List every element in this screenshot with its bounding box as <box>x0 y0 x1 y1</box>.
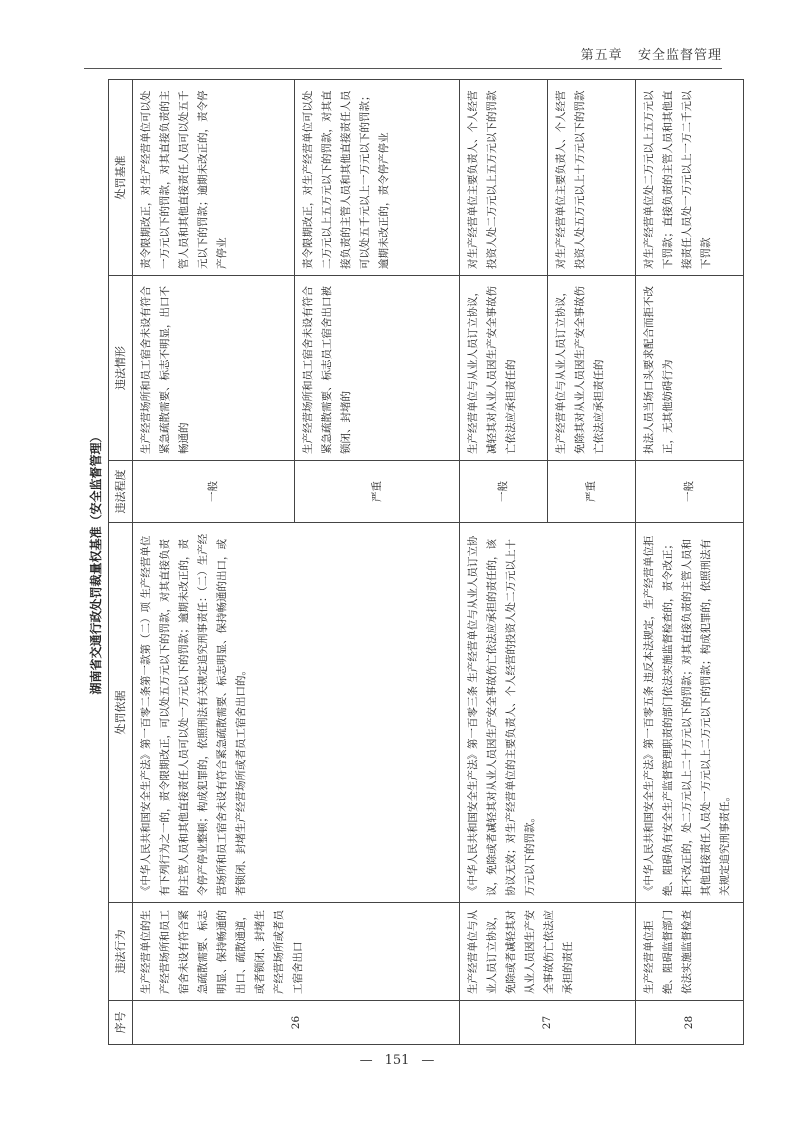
landscape-table <box>84 80 731 1045</box>
running-header <box>581 44 722 63</box>
penalty-benchmark: 对生产经营单位主要负责人、个人经营投资人处五万元以上十万元以下的罚款 <box>548 80 636 276</box>
column-header-situation: 违法情形 <box>109 276 133 461</box>
violation-degree: 一般 <box>460 461 548 523</box>
column-header-basis: 处罚依据 <box>109 523 133 903</box>
violation-act: 生产经营单位的生产经营场所和员工宿舍未设有符合紧急疏散需要、标志明显、保持畅通的出口、疏散通道，或者锁闭、封堵生产经营场所或者员工宿舍出口 <box>133 903 460 1001</box>
row-number: 26 <box>133 1001 460 1045</box>
violation-situation: 生产经营单位与从业人员订立协议，减轻其对从业人员因生产安全事故伤亡依法应承担责任的 <box>460 276 548 461</box>
row-number: 27 <box>460 1001 636 1045</box>
chapter-number: 第五章 <box>580 48 623 63</box>
page-number <box>0 1053 794 1068</box>
table-row <box>460 80 548 1045</box>
table-header-row <box>109 80 133 1045</box>
page-number-value: 151 <box>384 1053 410 1068</box>
penalty-basis: 《中华人民共和国安全生产法》第一百零五条 违反本法规定，生产经营单位拒绝、阻碍负有安全生产监督管理职责的部门依法实施监督检查的，责令改正；拒不改正的，处二万元以上二十万元以下的罚款；对其直接负责的主管人员和其他直接责任人员处一万元以上二万元以下的罚款；构成犯罪的，依照刑法有关规定追究刑事责任。 <box>636 523 744 903</box>
penalty-basis: 《中华人民共和国安全生产法》第一百零二条第一款第（二）项 生产经营单位有下列行为之一的，责令限期改正，可以处五万元以下的罚款，对其直接负责的主管人员和其他直接责任人员可以处一万元以下的罚款；逾期未改正的，责令停产停业整顿；构成犯罪的，依照刑法有关规定追究刑事责任：（二）生产经营场所和员工宿舍未设有符合紧急疏散需要、标志明显、保持畅通的出口，或者锁闭、封堵生产经营场所或者员工宿舍出口的。 <box>133 523 460 903</box>
penalty-benchmark: 责令限期改正，对生产经营单位可以处一万元以下的罚款，对其直接负责的主管人员和其他直接责任人员可以处五千元以下的罚款；逾期未改正的，责令停产停业 <box>133 80 295 276</box>
column-header-benchmark: 处罚基准 <box>109 80 133 276</box>
chapter-title: 安全监督管理 <box>637 48 722 63</box>
violation-act: 生产经营单位与从业人员订立协议，免除或者减轻其对从业人员因生产安全事故伤亡依法应承担的责任 <box>460 903 636 1001</box>
column-header-act: 违法行为 <box>109 903 133 1001</box>
column-header-degree: 违法程度 <box>109 461 133 523</box>
rotated-table-area <box>84 80 731 1045</box>
column-header-no: 序号 <box>109 1001 133 1045</box>
violation-act: 生产经营单位拒绝、阻碍监督部门依法实施监督检查 <box>636 903 744 1001</box>
page-dash-left: — <box>359 1053 373 1068</box>
table-row <box>133 80 295 1045</box>
table-title: 湖南省交通行政处罚裁量权基准（安全监督管理） <box>89 430 103 695</box>
row-number: 28 <box>636 1001 744 1045</box>
violation-degree: 严重 <box>295 461 460 523</box>
penalty-basis: 《中华人民共和国安全生产法》第一百零三条 生产经营单位与从业人员订立协议，免除或者减轻其对从业人员因生产安全事故伤亡依法应承担的责任的，该协议无效；对生产经营单位的主要负责人、个人经营的投资人处二万元以上十万元以下的罚款。 <box>460 523 636 903</box>
header-rule <box>84 68 722 69</box>
table-row <box>636 80 744 1045</box>
penalty-benchmark: 对生产经营单位处二万元以上五万元以下罚款；直接负责的主管人员和其他直接责任人员处一万元以上一万二千元以下罚款 <box>636 80 744 276</box>
violation-situation: 生产经营场所和员工宿舍未设有符合紧急疏散需要、标志员工宿舍出口被锁闭、封堵的 <box>295 276 460 461</box>
penalty-benchmark-table <box>108 79 744 1045</box>
violation-degree: 严重 <box>548 461 636 523</box>
violation-situation: 执法人员当场口头要求配合而拒不改正，无其他妨碍行为 <box>636 276 744 461</box>
page-dash-right: — <box>421 1053 435 1068</box>
violation-degree: 一般 <box>636 461 744 523</box>
violation-situation: 生产经营单位与从业人员订立协议，免除其对从业人员因生产安全事故伤亡依法应承担责任的 <box>548 276 636 461</box>
violation-degree: 一般 <box>133 461 295 523</box>
penalty-benchmark: 责令限期改正，对生产经营单位可以处二万元以上五万元以下的罚款，对其直接负责的主管人员和其他直接责任人员可以处五千元以上一万元以下的罚款；逾期未改正的，责令停产停业 <box>295 80 460 276</box>
penalty-benchmark: 对生产经营单位主要负责人、个人经营投资人处二万元以上五万元以下的罚款 <box>460 80 548 276</box>
violation-situation: 生产经营场所和员工宿舍未设有符合紧急疏散需要、标志不明显，出口不畅通的 <box>133 276 295 461</box>
